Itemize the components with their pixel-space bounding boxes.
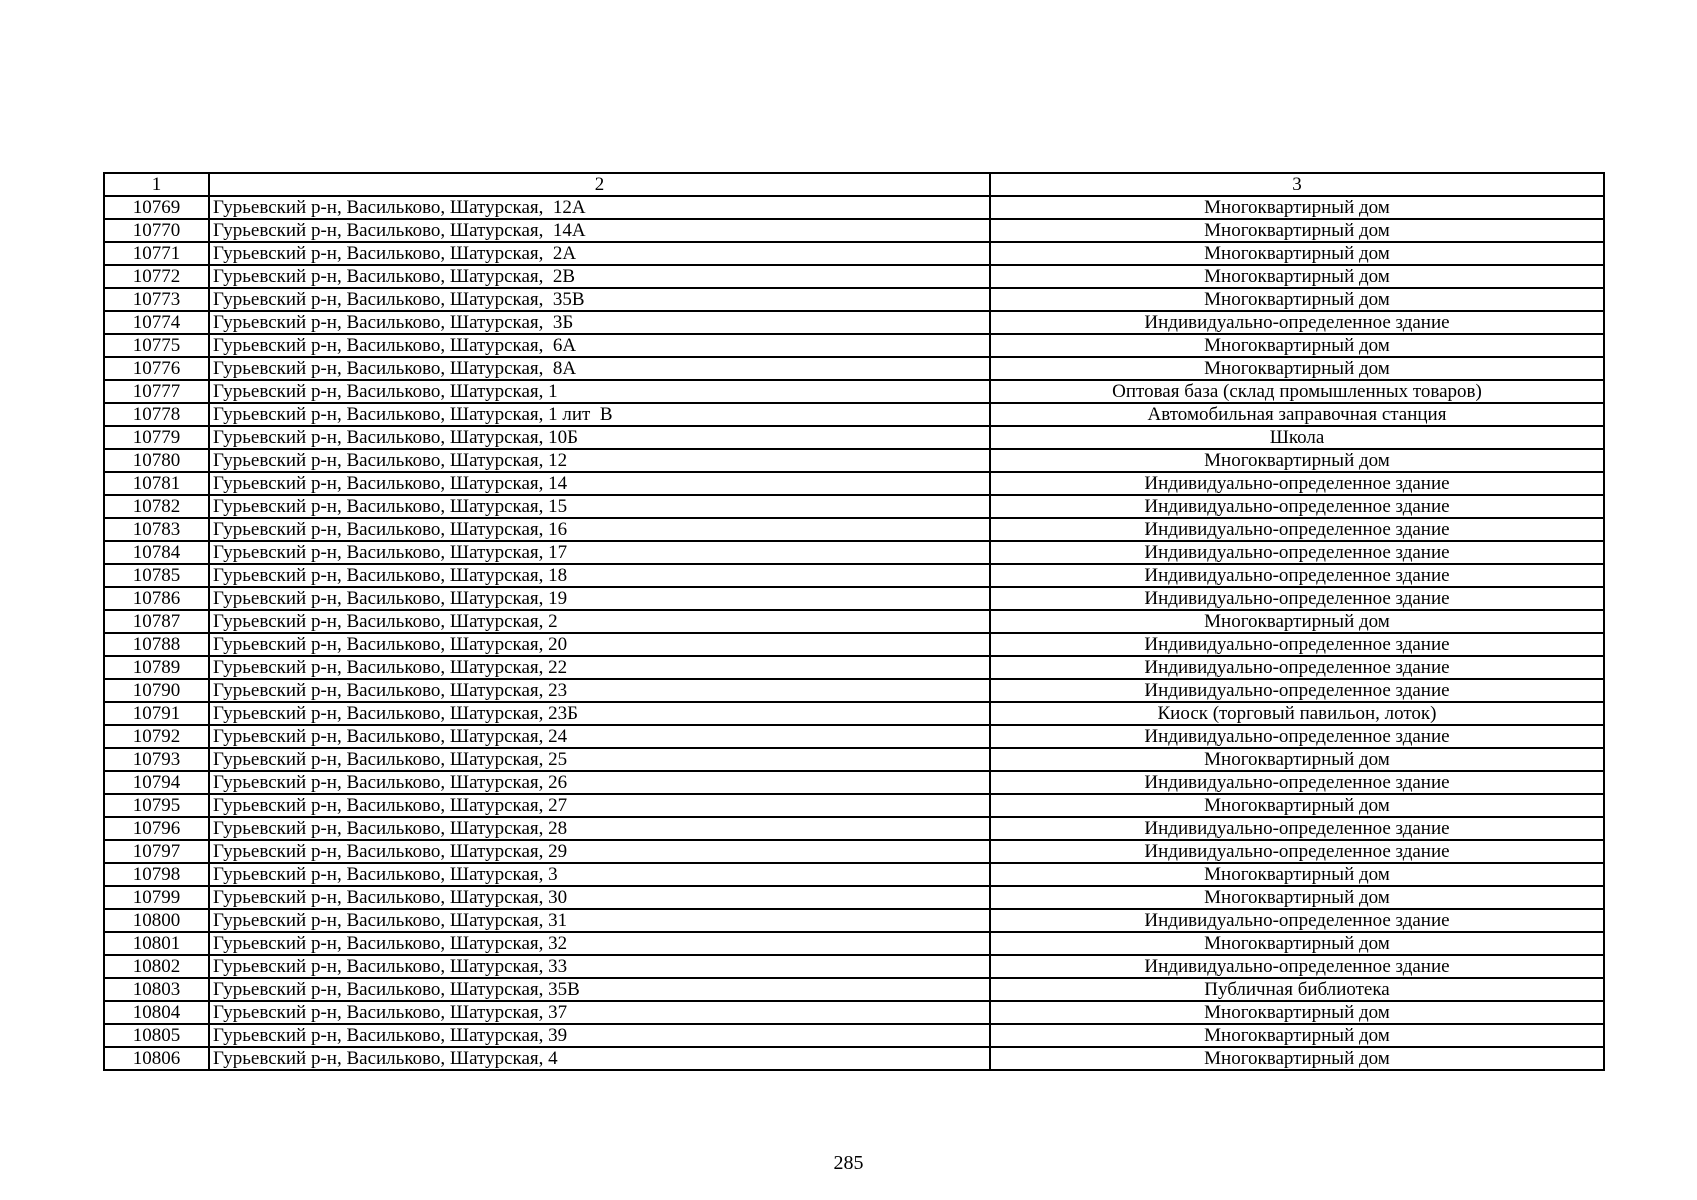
table-row <box>104 978 1604 1001</box>
row-number-cell: 10802 <box>104 955 209 978</box>
building-type-cell: Индивидуально-определенное здание <box>990 909 1604 932</box>
building-type-cell: Индивидуально-определенное здание <box>990 541 1604 564</box>
row-number-cell: 10776 <box>104 357 209 380</box>
row-number-cell: 10789 <box>104 656 209 679</box>
building-type-cell: Индивидуально-определенное здание <box>990 518 1604 541</box>
building-type-cell: Индивидуально-определенное здание <box>990 587 1604 610</box>
row-number-cell: 10793 <box>104 748 209 771</box>
row-number-cell: 10784 <box>104 541 209 564</box>
row-number-cell: 10773 <box>104 288 209 311</box>
address-cell: Гурьевский р-н, Васильково, Шатурская, 35В <box>209 288 990 311</box>
address-cell: Гурьевский р-н, Васильково, Шатурская, 37 <box>209 1001 990 1024</box>
row-number-cell: 10798 <box>104 863 209 886</box>
table-row <box>104 426 1604 449</box>
table-row <box>104 449 1604 472</box>
building-type-cell: Индивидуально-определенное здание <box>990 840 1604 863</box>
table-row <box>104 771 1604 794</box>
building-type-cell: Многоквартирный дом <box>990 219 1604 242</box>
building-type-cell: Автомобильная заправочная станция <box>990 403 1604 426</box>
row-number-cell: 10771 <box>104 242 209 265</box>
table-row <box>104 886 1604 909</box>
address-cell: Гурьевский р-н, Васильково, Шатурская, 10Б <box>209 426 990 449</box>
row-number-cell: 10803 <box>104 978 209 1001</box>
column-header-3: 3 <box>990 173 1604 196</box>
address-cell: Гурьевский р-н, Васильково, Шатурская, 2В <box>209 265 990 288</box>
building-type-cell: Индивидуально-определенное здание <box>990 311 1604 334</box>
page-number: 285 <box>833 1152 864 1174</box>
address-cell: Гурьевский р-н, Васильково, Шатурская, 18 <box>209 564 990 587</box>
address-cell: Гурьевский р-н, Васильково, Шатурская, 22 <box>209 656 990 679</box>
row-number-cell: 10805 <box>104 1024 209 1047</box>
table-row <box>104 633 1604 656</box>
building-type-cell: Индивидуально-определенное здание <box>990 817 1604 840</box>
building-type-cell: Многоквартирный дом <box>990 1047 1604 1070</box>
address-cell: Гурьевский р-н, Васильково, Шатурская, 15 <box>209 495 990 518</box>
building-type-cell: Индивидуально-определенное здание <box>990 564 1604 587</box>
address-cell: Гурьевский р-н, Васильково, Шатурская, 3 <box>209 863 990 886</box>
table-row <box>104 610 1604 633</box>
building-type-cell: Индивидуально-определенное здание <box>990 495 1604 518</box>
building-type-cell: Киоск (торговый павильон, лоток) <box>990 702 1604 725</box>
row-number-cell: 10770 <box>104 219 209 242</box>
table-row <box>104 518 1604 541</box>
row-number-cell: 10778 <box>104 403 209 426</box>
row-number-cell: 10794 <box>104 771 209 794</box>
table-row <box>104 219 1604 242</box>
table-row <box>104 541 1604 564</box>
building-type-cell: Индивидуально-определенное здание <box>990 472 1604 495</box>
building-type-cell: Оптовая база (склад промышленных товаров) <box>990 380 1604 403</box>
building-type-cell: Многоквартирный дом <box>990 863 1604 886</box>
row-number-cell: 10792 <box>104 725 209 748</box>
table-row <box>104 564 1604 587</box>
address-cell: Гурьевский р-н, Васильково, Шатурская, 26 <box>209 771 990 794</box>
table-row <box>104 472 1604 495</box>
row-number-cell: 10797 <box>104 840 209 863</box>
row-number-cell: 10787 <box>104 610 209 633</box>
row-number-cell: 10795 <box>104 794 209 817</box>
address-cell: Гурьевский р-н, Васильково, Шатурская, 2А <box>209 242 990 265</box>
address-cell: Гурьевский р-н, Васильково, Шатурская, 24 <box>209 725 990 748</box>
address-cell: Гурьевский р-н, Васильково, Шатурская, 12 <box>209 449 990 472</box>
table-row <box>104 196 1604 219</box>
address-cell: Гурьевский р-н, Васильково, Шатурская, 28 <box>209 817 990 840</box>
building-type-cell: Многоквартирный дом <box>990 288 1604 311</box>
building-type-cell: Многоквартирный дом <box>990 932 1604 955</box>
address-cell: Гурьевский р-н, Васильково, Шатурская, 35В <box>209 978 990 1001</box>
address-cell: Гурьевский р-н, Васильково, Шатурская, 32 <box>209 932 990 955</box>
building-type-cell: Многоквартирный дом <box>990 334 1604 357</box>
row-number-cell: 10806 <box>104 1047 209 1070</box>
row-number-cell: 10780 <box>104 449 209 472</box>
table-row <box>104 840 1604 863</box>
row-number-cell: 10786 <box>104 587 209 610</box>
address-cell: Гурьевский р-н, Васильково, Шатурская, 20 <box>209 633 990 656</box>
building-type-cell: Многоквартирный дом <box>990 449 1604 472</box>
row-number-cell: 10775 <box>104 334 209 357</box>
building-type-cell: Многоквартирный дом <box>990 794 1604 817</box>
row-number-cell: 10769 <box>104 196 209 219</box>
table-row <box>104 725 1604 748</box>
building-type-cell: Многоквартирный дом <box>990 265 1604 288</box>
address-cell: Гурьевский р-н, Васильково, Шатурская, 19 <box>209 587 990 610</box>
table-body <box>104 196 1604 1070</box>
row-number-cell: 10790 <box>104 679 209 702</box>
table-row <box>104 334 1604 357</box>
row-number-cell: 10781 <box>104 472 209 495</box>
building-type-cell: Индивидуально-определенное здание <box>990 633 1604 656</box>
row-number-cell: 10804 <box>104 1001 209 1024</box>
table-row <box>104 748 1604 771</box>
address-cell: Гурьевский р-н, Васильково, Шатурская, 8А <box>209 357 990 380</box>
building-type-cell: Индивидуально-определенное здание <box>990 771 1604 794</box>
table-row <box>104 702 1604 725</box>
row-number-cell: 10782 <box>104 495 209 518</box>
address-cell: Гурьевский р-н, Васильково, Шатурская, 17 <box>209 541 990 564</box>
building-type-cell: Индивидуально-определенное здание <box>990 679 1604 702</box>
address-cell: Гурьевский р-н, Васильково, Шатурская, 27 <box>209 794 990 817</box>
table-row <box>104 403 1604 426</box>
address-cell: Гурьевский р-н, Васильково, Шатурская, 2 <box>209 610 990 633</box>
address-cell: Гурьевский р-н, Васильково, Шатурская, 31 <box>209 909 990 932</box>
row-number-cell: 10779 <box>104 426 209 449</box>
table-row <box>104 932 1604 955</box>
building-type-cell: Индивидуально-определенное здание <box>990 955 1604 978</box>
row-number-cell: 10796 <box>104 817 209 840</box>
table-row <box>104 656 1604 679</box>
table-row <box>104 817 1604 840</box>
row-number-cell: 10801 <box>104 932 209 955</box>
table-row <box>104 909 1604 932</box>
building-type-cell: Многоквартирный дом <box>990 242 1604 265</box>
table-row <box>104 288 1604 311</box>
address-cell: Гурьевский р-н, Васильково, Шатурская, 23Б <box>209 702 990 725</box>
building-type-cell: Публичная библиотека <box>990 978 1604 1001</box>
address-cell: Гурьевский р-н, Васильково, Шатурская, 23 <box>209 679 990 702</box>
table-row <box>104 311 1604 334</box>
row-number-cell: 10800 <box>104 909 209 932</box>
address-cell: Гурьевский р-н, Васильково, Шатурская, 1 лит В <box>209 403 990 426</box>
row-number-cell: 10772 <box>104 265 209 288</box>
row-number-cell: 10791 <box>104 702 209 725</box>
table-row <box>104 357 1604 380</box>
table-row <box>104 679 1604 702</box>
row-number-cell: 10799 <box>104 886 209 909</box>
table-row <box>104 495 1604 518</box>
column-header-2: 2 <box>209 173 990 196</box>
address-cell: Гурьевский р-н, Васильково, Шатурская, 39 <box>209 1024 990 1047</box>
table-row <box>104 955 1604 978</box>
address-cell: Гурьевский р-н, Васильково, Шатурская, 16 <box>209 518 990 541</box>
address-cell: Гурьевский р-н, Васильково, Шатурская, 30 <box>209 886 990 909</box>
building-type-cell: Многоквартирный дом <box>990 357 1604 380</box>
table-row <box>104 242 1604 265</box>
building-type-cell: Многоквартирный дом <box>990 196 1604 219</box>
address-cell: Гурьевский р-н, Васильково, Шатурская, 12А <box>209 196 990 219</box>
address-cell: Гурьевский р-н, Васильково, Шатурская, 25 <box>209 748 990 771</box>
table-row <box>104 794 1604 817</box>
table-row <box>104 1047 1604 1070</box>
building-type-cell: Индивидуально-определенное здание <box>990 725 1604 748</box>
column-header-1: 1 <box>104 173 209 196</box>
address-cell: Гурьевский р-н, Васильково, Шатурская, 14 <box>209 472 990 495</box>
table-row <box>104 380 1604 403</box>
address-cell: Гурьевский р-н, Васильково, Шатурская, 6А <box>209 334 990 357</box>
building-type-cell: Многоквартирный дом <box>990 1024 1604 1047</box>
address-cell: Гурьевский р-н, Васильково, Шатурская, 3Б <box>209 311 990 334</box>
row-number-cell: 10783 <box>104 518 209 541</box>
address-cell: Гурьевский р-н, Васильково, Шатурская, 33 <box>209 955 990 978</box>
address-cell: Гурьевский р-н, Васильково, Шатурская, 1 <box>209 380 990 403</box>
building-type-cell: Многоквартирный дом <box>990 1001 1604 1024</box>
building-type-cell: Многоквартирный дом <box>990 748 1604 771</box>
registry-table <box>103 172 1605 1071</box>
row-number-cell: 10788 <box>104 633 209 656</box>
address-cell: Гурьевский р-н, Васильково, Шатурская, 29 <box>209 840 990 863</box>
table-header-row <box>104 173 1604 196</box>
building-type-cell: Индивидуально-определенное здание <box>990 656 1604 679</box>
address-cell: Гурьевский р-н, Васильково, Шатурская, 14А <box>209 219 990 242</box>
building-type-cell: Многоквартирный дом <box>990 886 1604 909</box>
row-number-cell: 10785 <box>104 564 209 587</box>
row-number-cell: 10777 <box>104 380 209 403</box>
building-type-cell: Многоквартирный дом <box>990 610 1604 633</box>
table-row <box>104 1024 1604 1047</box>
address-cell: Гурьевский р-н, Васильково, Шатурская, 4 <box>209 1047 990 1070</box>
table-row <box>104 863 1604 886</box>
row-number-cell: 10774 <box>104 311 209 334</box>
building-type-cell: Школа <box>990 426 1604 449</box>
table-row <box>104 265 1604 288</box>
table-row <box>104 1001 1604 1024</box>
table-row <box>104 587 1604 610</box>
